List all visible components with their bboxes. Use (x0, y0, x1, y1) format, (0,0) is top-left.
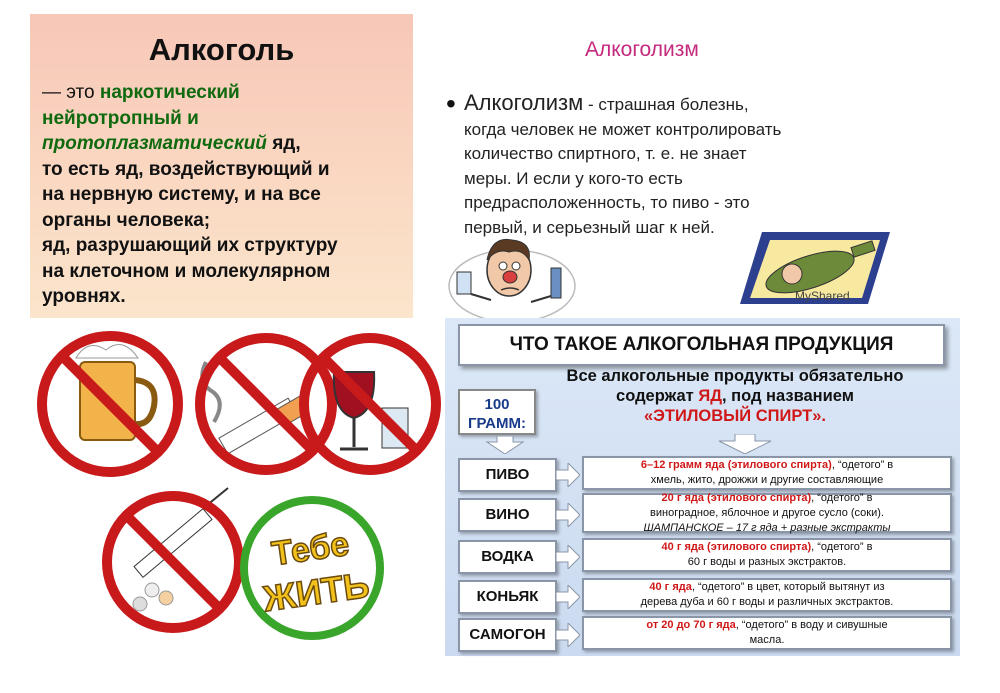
definition-proto: протоплазматический (42, 133, 267, 154)
drink-description (582, 578, 952, 612)
intro-line: , под названием (721, 387, 854, 405)
description-text: , “одетого” в (831, 459, 894, 471)
arrow-right-icon (556, 623, 580, 647)
syringe-prohibited-sign (107, 488, 239, 628)
description-text: , “одетого” в цвет, который вытянут из (691, 581, 885, 593)
arrow-right-icon (556, 585, 580, 609)
drink-description (582, 493, 952, 533)
prohibition-signs (28, 322, 443, 682)
definition-box (30, 14, 413, 318)
poison-amount: 40 г яда (649, 581, 692, 593)
poison-amount: от 20 до 70 г яда (646, 619, 736, 631)
definition-line: на клеточном и молекулярном (42, 260, 331, 282)
arrow-right-icon (556, 463, 580, 487)
arrow-right-icon (556, 503, 580, 527)
intro-line: содержат (616, 387, 699, 405)
alcoholism-line: количество спиртного, т. е. не знает (464, 144, 747, 163)
alcoholism-text (464, 91, 894, 240)
description-text: , “одетого” в (811, 491, 873, 504)
beer-prohibited-sign (42, 336, 178, 472)
drink-name: ВИНО (458, 498, 557, 532)
wine-prohibited-sign (304, 338, 436, 470)
description-line: 60 г воды и разных экстрактов. (687, 556, 847, 568)
drink-description (582, 538, 952, 572)
bullet: • (446, 88, 456, 119)
definition-line: яд, разрушающий их структуру (42, 235, 338, 256)
cigarette-prohibited-sign (200, 338, 332, 470)
products-heading: ЧТО ТАКОЕ АЛКОГОЛЬНАЯ ПРОДУКЦИЯ (458, 324, 945, 366)
definition-line: на нервную систему, и на все (42, 184, 321, 205)
alcoholism-line: первый, и серьезный шаг к ней. (464, 217, 715, 237)
description-line: виноградное, яблочное и другое сусло (соки). (650, 506, 884, 519)
allowed-text-2: ЖИТЬ (260, 563, 372, 620)
drunk-man-illustration (447, 222, 577, 322)
drink-name: ВОДКА (458, 540, 557, 574)
alcoholism-term: Алкоголизм (464, 90, 584, 115)
definition-line: то есть яд, воздействующий и (42, 158, 330, 180)
alcoholism-line: - страшная болезнь, (583, 95, 749, 114)
description-line: хмель, жито, дрожжи и другие составляющие (650, 474, 884, 486)
definition-neuro: нейротропный и (42, 107, 199, 129)
arrow-down-icon (485, 436, 525, 454)
description-line: дерева дуба и 60 г воды и различных экстрактов. (640, 596, 894, 608)
drink-name: САМОГОН (458, 618, 557, 652)
description-line: масла. (749, 634, 785, 646)
grams-number: 100 (484, 396, 510, 413)
definition-line: уровнях. (42, 286, 126, 307)
poison-amount: 6–12 грамм яда (этилового спирта) (640, 459, 832, 471)
description-line: ШАМПАНСКОЕ – 17 г яда + разные экстракты (643, 521, 891, 534)
arrow-down-icon (715, 434, 775, 454)
definition-title: Алкоголь (148, 32, 295, 67)
definition-text (42, 80, 417, 310)
alcoholism-line: когда человек не может контролировать (464, 119, 782, 139)
definition-line: органы человека; (42, 209, 211, 231)
poison-amount: 40 г яда (этилового спирта) (661, 541, 812, 553)
watermark: MyShared (795, 289, 850, 303)
drink-description (582, 616, 952, 650)
description-text: , “одетого” в воду и сивушные (735, 619, 888, 631)
definition-yad: яд, (266, 133, 301, 154)
drink-description (582, 456, 952, 490)
allowed-sign (244, 500, 380, 636)
alcoholism-line: предрасположенность, то пиво - это (464, 193, 750, 212)
definition-dash: — это (42, 82, 100, 103)
allowed-text-1: Тебе (269, 524, 352, 574)
alcoholism-line: меры. И если у кого-то есть (464, 168, 683, 188)
description-text: , “одетого” в (811, 541, 873, 553)
grams-label: ГРАММ: (467, 415, 526, 432)
products-panel (445, 318, 960, 656)
drink-name: ПИВО (458, 458, 557, 492)
arrow-right-icon (556, 545, 580, 569)
grams-box (458, 389, 536, 435)
alcoholism-title: Алкоголизм (585, 38, 699, 61)
definition-narcotic: наркотический (99, 82, 240, 103)
intro-poison: ЯД (698, 387, 722, 405)
drink-name: КОНЬЯК (458, 580, 557, 614)
products-intro (520, 366, 950, 426)
intro-line: Все алкогольные продукты обязательно (566, 367, 904, 385)
intro-ethanol: «ЭТИЛОВЫЙ СПИРТ». (643, 407, 827, 425)
poison-amount: 20 г яда (этилового спирта) (661, 491, 812, 504)
